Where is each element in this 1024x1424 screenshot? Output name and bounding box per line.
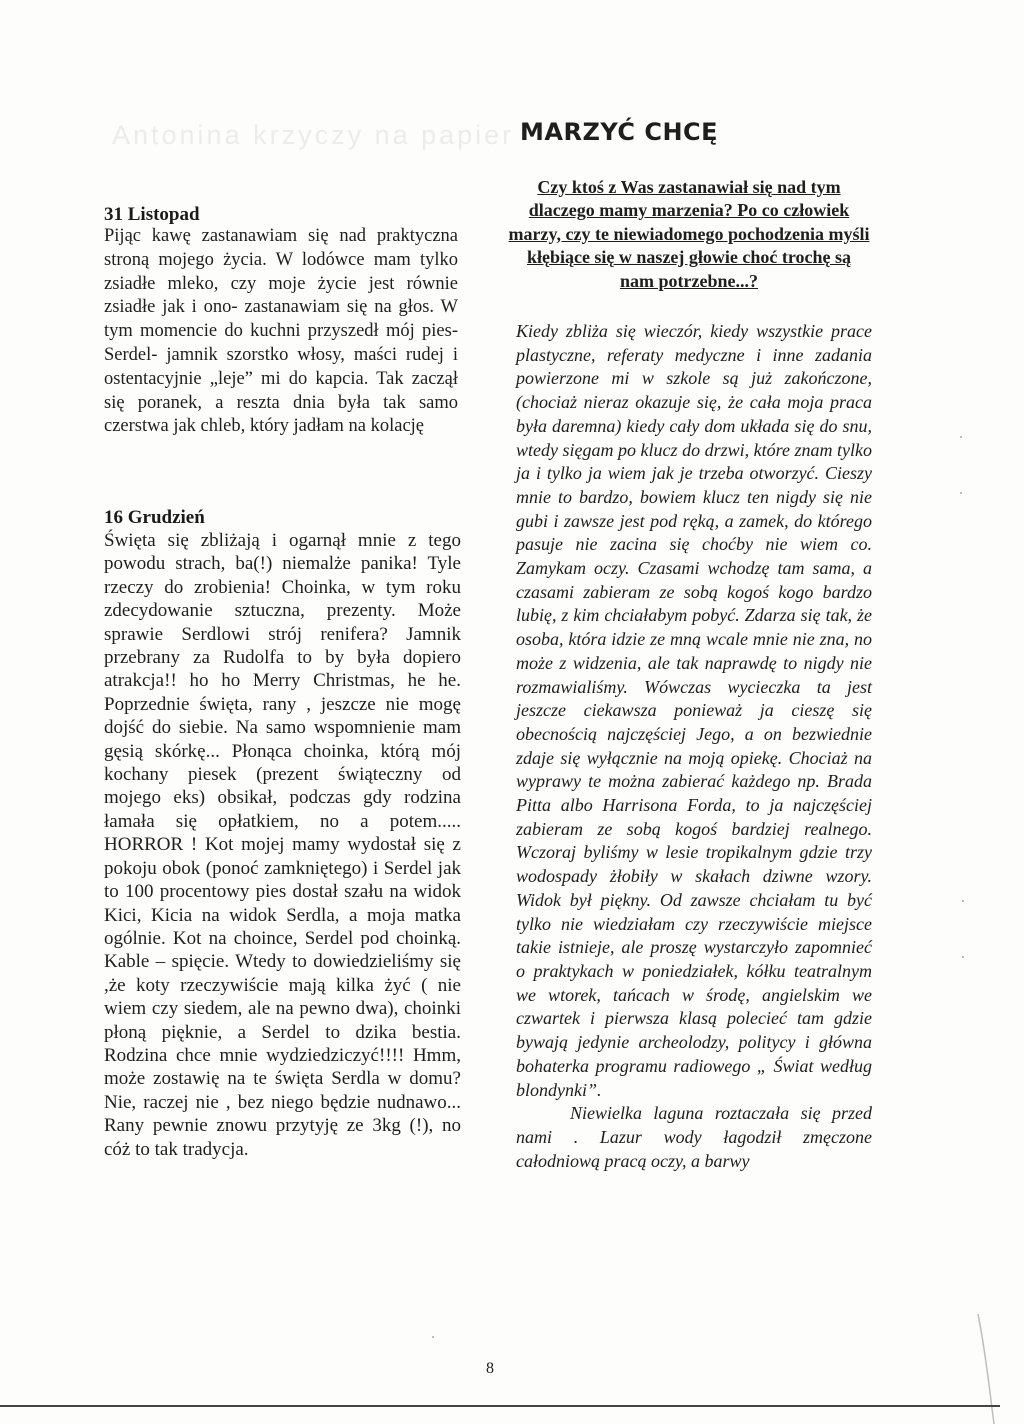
article-title: MARZYĆ CHCĘ — [520, 118, 719, 146]
scan-speck — [432, 1336, 434, 1338]
scan-speck — [962, 900, 964, 902]
scan-speck — [962, 956, 964, 958]
faded-section-header: Antonina krzyczy na papier — [112, 120, 515, 150]
bottom-scan-edge — [0, 1405, 1000, 1407]
story-paragraph-1: Kiedy zbliża się wieczór, kiedy wszystkie prace plastyczne, referaty medyczne i inne zadania powierzone mi w szkole są już zakończone, (chociaż nieraz okazuje się, że cała moja praca była daremna) kiedy cały dom układa się do snu, wtedy sięgam po klucz do drzwi, które znam tylko ja i tylko ja wiem jak je trzeba otworzyć. Cieszy mnie to bardzo, bowiem klucz ten nigdy się nie gubi i zawsze jest pod ręką, a zamek, do którego pasuje nie zacina się choćby nie wiem co. Zamykam oczy. Czasami wchodzę tam sama, a czasami zabieram ze sobą kogoś kogo bardzo lubię, z kim chciałabym pobyć. Zdarza się tak, że osoba, która idzie ze mną wcale mnie nie zna, no może z widzenia, ale tak naprawdę to nigdy nie rozmawialiśmy. Wówczas wycieczka ta jest jeszcze ciekawsza ponieważ ja cieszę się obecnością najczęściej Jego, a on bezwiednie zdaje się wyłącznie na moją opiekę. Chociaż na wyprawy te można zabierać każdego np. Brada Pitta albo Harrisona Forda, to ja najczęściej zabieram ze sobą kogoś bardziej realnego. Wczoraj byliśmy w lesie tropikalnym gdzie trzy wodospady żłobiły w skałach dziwne wzory. Widok był piękny. Od zawsze chciałam tu być tylko nie wiedziałam czy rzeczywiście miejsce takie istnieje, ale proszę wystarczyło zapomnieć o praktykach w poniedziałek, kółku teatralnym we wtorek, tańcach w środę, angielskim we czwartek i pierwsza klasą polecieć tam gdzie bywają jedynie archeolodzy, politycy i główna bohaterka programu radiowego „ Świat według blondynki”. — [516, 321, 872, 1100]
entry-text-2: Święta się zbliżają i ogarnął mnie z tego powodu strach, ba(!) niemalże panika! Tyle rzeczy do zrobienia! Choinka, w tym roku zdecydowanie sztuczna, prezenty. Może sprawie Serdlowi strój renifera? Jamnik przebrany za Rudolfa to by była dopiero atrakcja!! ho ho Merry Christmas, he he. Poprzednie święta, rany , jeszcze nie mogę dojść do siebie. Na samo wspomnienie mam gęsią skórkę... Płonąca choinka, którą mój kochany piesek (prezent świąteczny od mojego eks) obsikał, podczas gdy rodzina łamała się opłatkiem, no a potem..... HORROR ! Kot mojej mamy wydostał się z pokoju obok (ponoć zamkniętego) i Serdel jak to 100 procentowy pies dostał szału na widok Kici, Kicia na widok Serdla, a moja matka ogólnie. Kot na choince, Serdel pod choinką. Kable – spięcie. Wtedy to dowiedzieliśmy się ,że koty rzeczywiście mają kilka żyć ( nie wiem czy siedem, ale na pewno dwa), choinki płoną pięknie, a Serdel to dzika bestia. Rodzina chce mnie wydziedziczyć!!!! Hmm, może zostawię na te święta Serdla w domu? Nie, raczej nie , bez niego będzie nudnawo... Rany pewnie znowu przytyję ze 3kg (!), no cóż to tak tradycja. — [104, 530, 461, 1160]
story-text — [516, 320, 872, 1173]
intro-question: Czy ktoś z Was zastanawiał się nad tym dlaczego mamy marzenia? Po co człowiek marzy, czy te niewiadomego pochodzenia myśli kłębiące się w naszej głowie choć trochę są nam potrzebne...? — [508, 177, 870, 291]
scan-speck — [960, 436, 962, 438]
page-number: 8 — [486, 1360, 494, 1377]
story-paragraph-2: Niewielka laguna roztaczała się przed nami . Lazur wody łagodził zmęczone całodniową pracą oczy, a barwy — [516, 1103, 872, 1171]
entry-text-1: Pijąc kawę zastanawiam się nad praktyczna stroną mojego życia. W lodówce mam tylko zsiadłe mleko, czy moje życie jest równie zsiadłe jak i ono- zastanawiam się na głos. W tym momencie do kuchni przyszedł mój pies-Serdel- jamnik szorstko włosy, maści rudej i ostentacyjnie „leje” mi do kapcia. Tak zaczął się poranek, a reszta dnia była tak samo czerstwa jak chleb, który jadłam na kolację — [104, 226, 458, 437]
entry-date-2: 16 Grudzień — [104, 507, 205, 528]
entry-date-1: 31 Listopad — [104, 204, 200, 225]
paper-fold-mark — [976, 1314, 996, 1424]
scan-speck — [960, 492, 962, 494]
